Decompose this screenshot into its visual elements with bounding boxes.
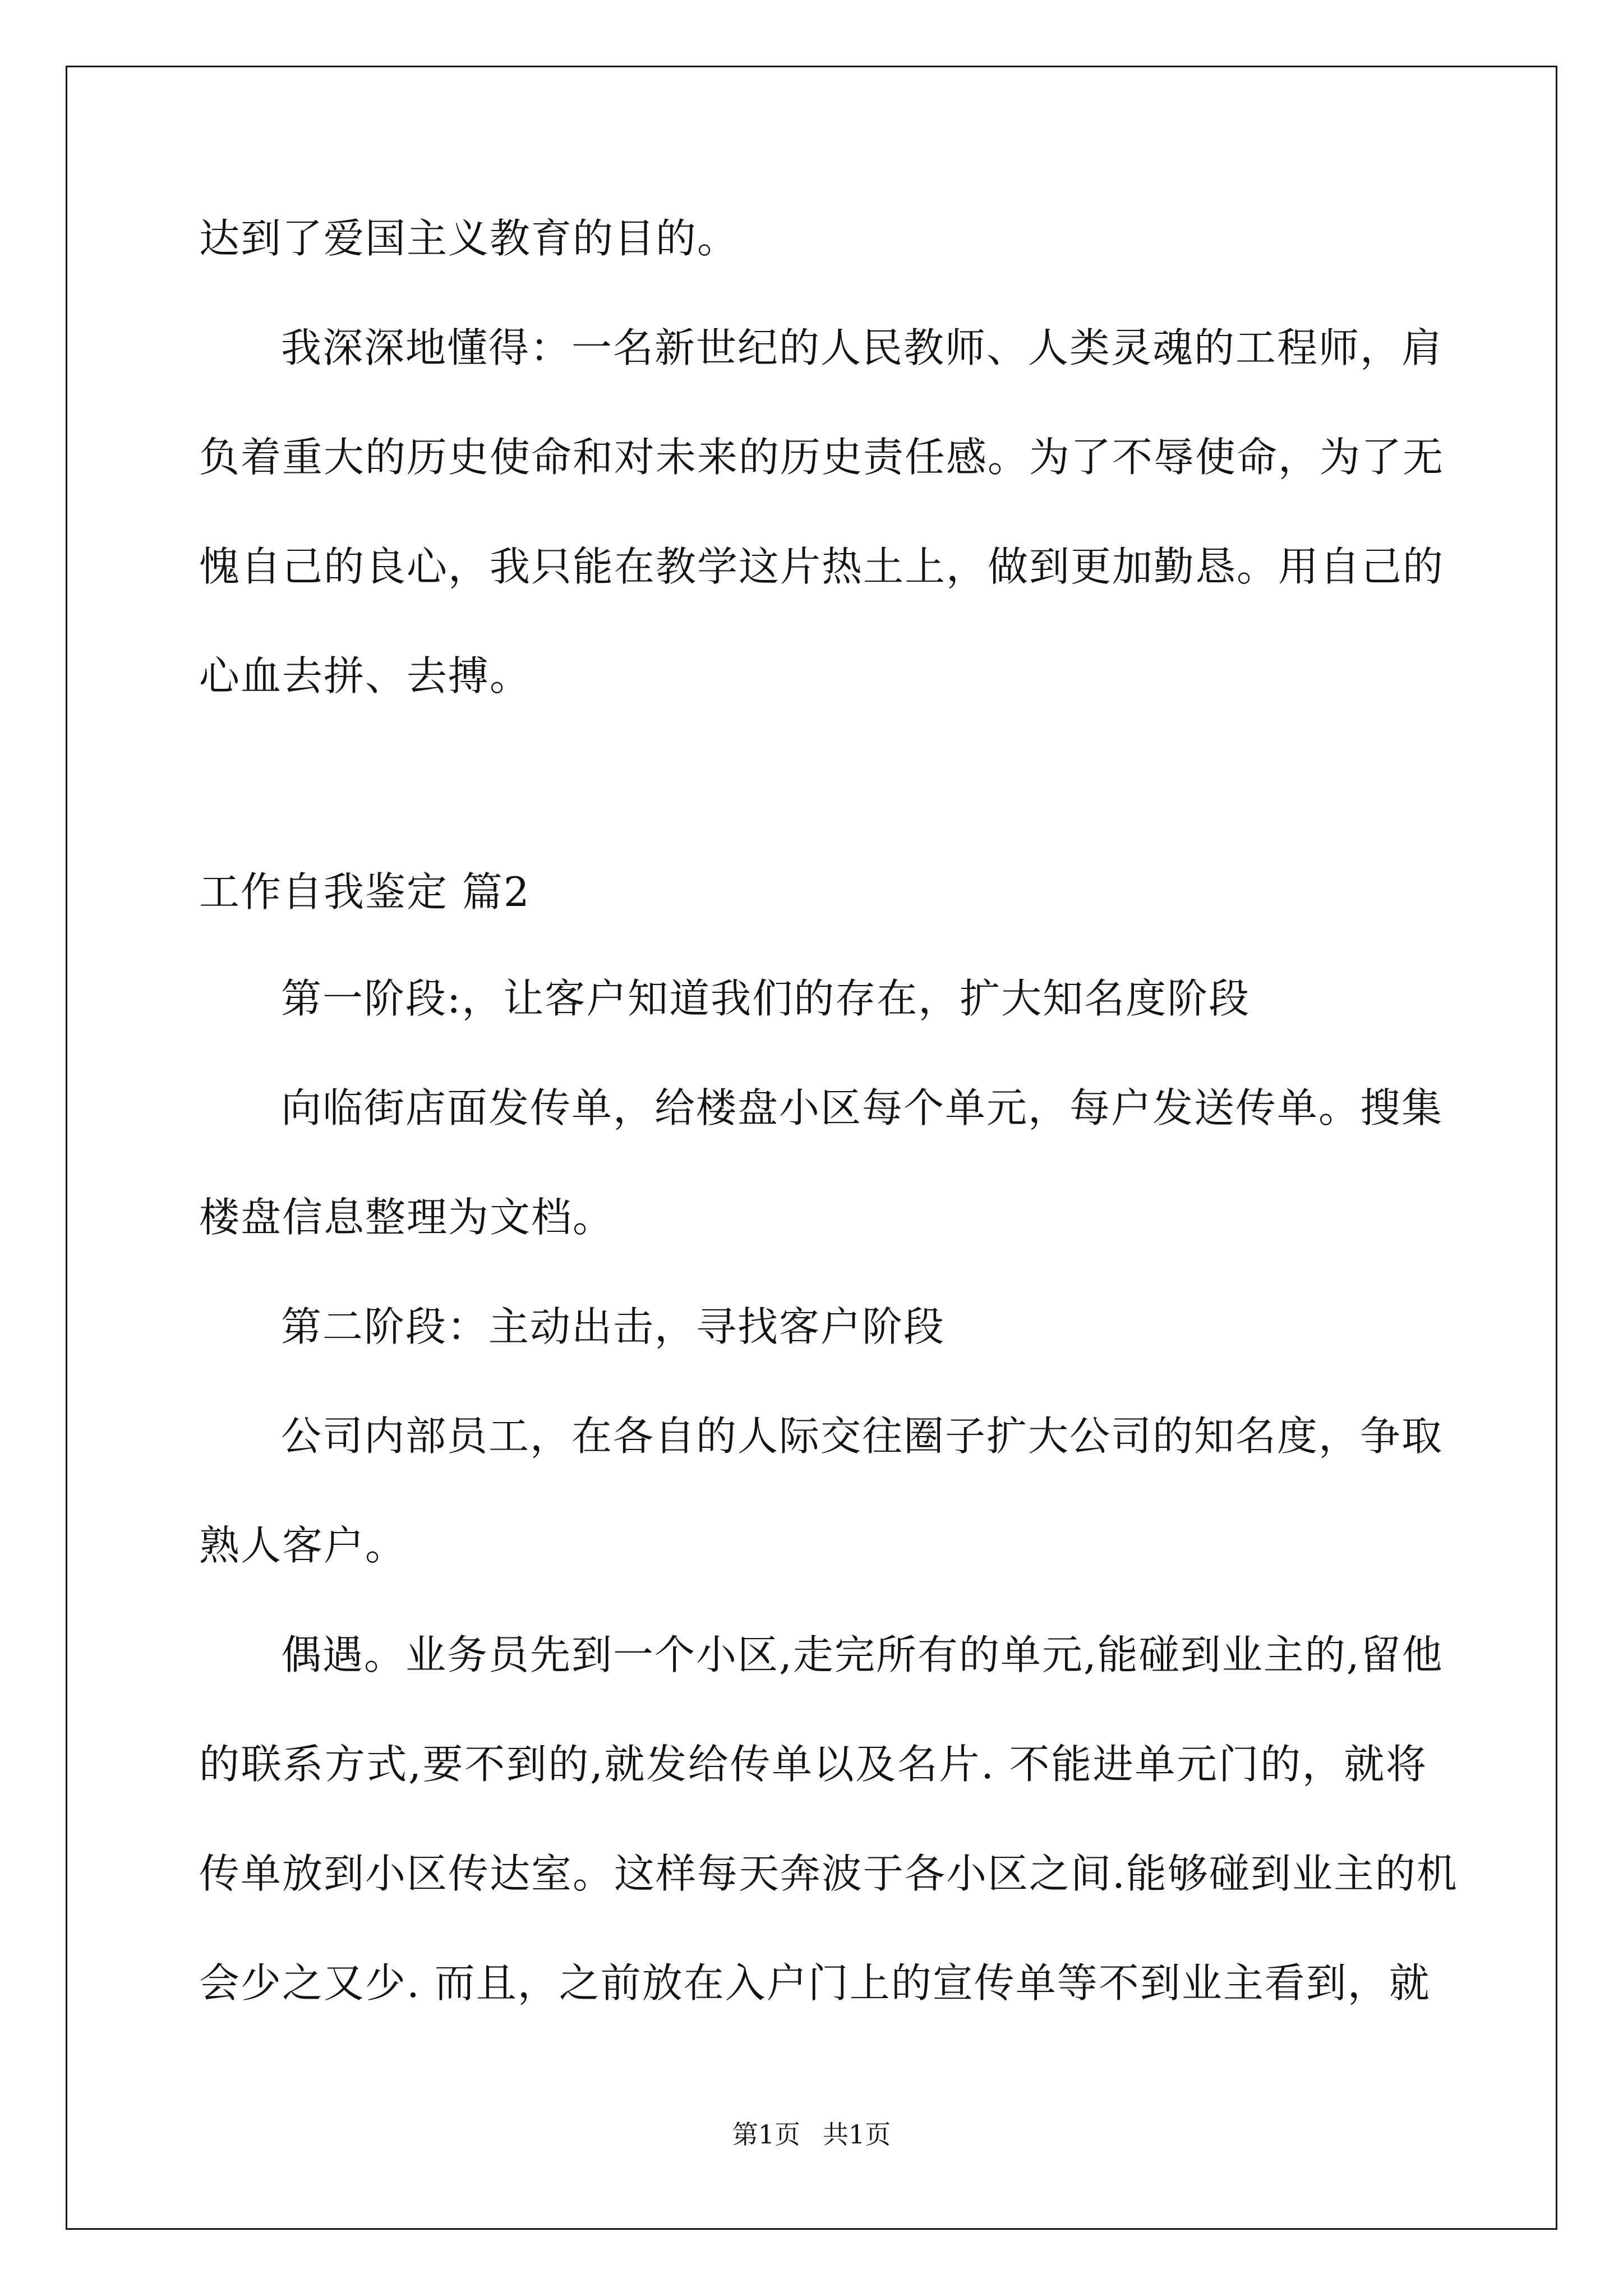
paragraph-line: 楼盘信息整理为文档。 xyxy=(199,1194,615,1241)
paragraph-line: 愧自己的良心，我只能在教学这片热土上，做到更加勤恳。用自己的 xyxy=(199,543,1445,590)
page-total: 共1页 xyxy=(823,2119,891,2150)
paragraph-line: 公司内部员工，在各自的人际交往圈子扩大公司的知名度，争取 xyxy=(281,1412,1444,1460)
paragraph-line: 传单放到小区传达室。这样每天奔波于各小区之间.能够碰到业主的机 xyxy=(199,1850,1458,1897)
paragraph-line: 心血去拼、去搏。 xyxy=(199,652,532,700)
paragraph-line: 的联系方式,要不到的,就发给传单以及名片. 不能进单元门的，就将 xyxy=(199,1741,1427,1788)
page-footer xyxy=(0,2118,1623,2151)
paragraph-line: 我深深地懂得：一名新世纪的人民教师、人类灵魂的工程师，肩 xyxy=(281,324,1444,371)
paragraph-line: 负着重大的历史使命和对未来的历史责任感。为了不辱使命，为了无 xyxy=(199,434,1445,481)
paragraph-line: 偶遇。业务员先到一个小区,走完所有的单元,能碰到业主的,留他 xyxy=(281,1631,1444,1678)
section-heading: 工作自我鉴定 篇2 xyxy=(199,868,531,915)
paragraph-line: 熟人客户。 xyxy=(199,1522,407,1569)
paragraph-line: 第一阶段:，让客户知道我们的存在，扩大知名度阶段 xyxy=(281,975,1251,1022)
paragraph-line: 向临街店面发传单，给楼盘小区每个单元，每户发送传单。搜集 xyxy=(281,1084,1444,1131)
paragraph-line: 第二阶段：主动出击，寻找客户阶段 xyxy=(281,1303,946,1350)
page-number: 第1页 xyxy=(732,2119,800,2150)
paragraph-line: 达到了爱国主义教育的目的。 xyxy=(199,215,739,262)
paragraph-line: 会少之又少. 而且，之前放在入户门上的宣传单等不到业主看到，就 xyxy=(199,1959,1431,2007)
